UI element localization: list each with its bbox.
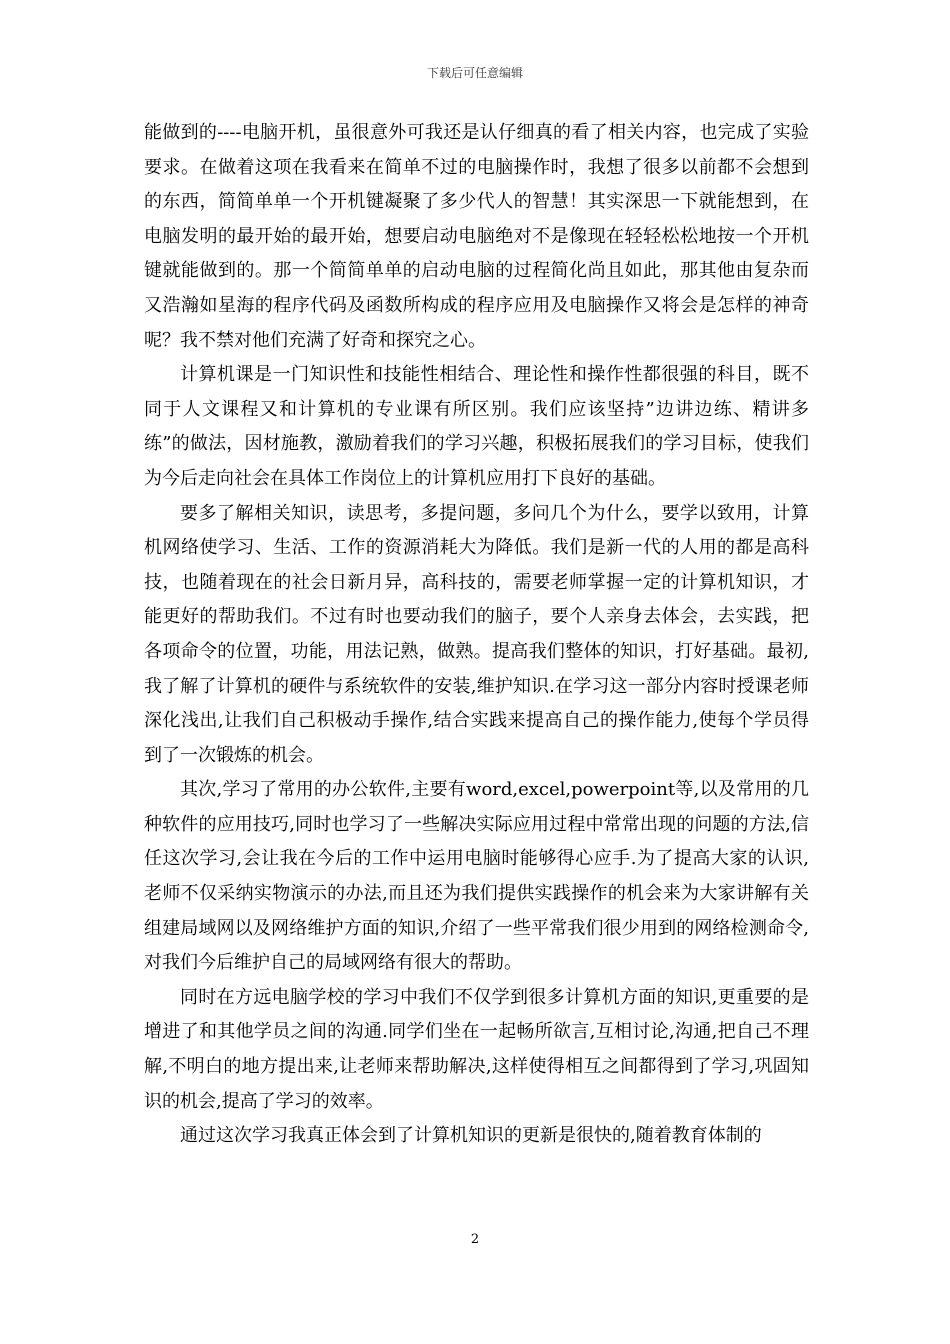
paragraph-3: 要多了解相关知识，读思考，多提问题，多问几个为什么，要学以致用，计算机网络使学习、生活、工作的资源消耗大为降低。我们是新一代的人用的都是高科技，也随着现在的社会日新月异，高科技的，需要老师掌握一定的计算机知识，才能更好的帮助我们。不过有时也要动我们的脑子，要个人亲身去体会，去实践，把各项命令的位置，功能，用法记熟，做熟。提高我们整体的知识，打好基础。最初,我了解了计算机的硬件与系统软件的安装,维护知识.在学习这一部分内容时授课老师深化浅出,让我们自己积极动手操作,结合实践来提高自己的操作能力,使每个学员得到了一次锻炼的机会。	[144, 502, 809, 766]
page-header: 下载后可任意编辑	[426, 66, 523, 80]
paragraph-1: 能做到的----电脑开机，虽很意外可我还是认仔细真的看了相关内容，也完成了实验要求。在做着这项在我看来在简单不过的电脑操作时，我想了很多以前都不会想到的东西，简简单单一个开机键凝聚了多少代人的智慧！其实深思一下就能想到，在电脑发明的最开始的最开始，想要启动电脑绝对不是像现在轻轻松松地按一个开机键就能做到的。那一个简简单单的启动电脑的过程简化尚且如此，那其他由复杂而又浩瀚如星海的程序代码及函数所构成的程序应用及电脑操作又将会是怎样的神奇呢？我不禁对他们充满了好奇和探究之心。	[144, 122, 809, 351]
paragraph-6: 通过这次学习我真正体会到了计算机知识的更新是很快的,随着教育体制的	[180, 1125, 762, 1147]
page-number: 2	[470, 1232, 480, 1247]
document-body	[144, 116, 809, 1154]
paragraph-4: 其次,学习了常用的办公软件,主要有word,excel,powerpoint等,以及常用的几种软件的应用技巧,同时也学习了一些解决实际应用过程中常常出现的问题的方法,信任这次学习,会让我在今后的工作中运用电脑时能够得心应手.为了提高大家的认识,老师不仅采纳实物演示的办法,而且还为我们提供实践操作的机会来为大家讲解有关组建局域网以及网络维护方面的知识,介绍了一些平常我们很少用到的网络检测命令,对我们今后维护自己的局域网络有很大的帮助。	[144, 779, 809, 974]
paragraph-2: 计算机课是一门知识性和技能性相结合、理论性和操作性都很强的科目，既不同于人文课程又和计算机的专业课有所区别。我们应该坚持”边讲边练、精讲多练”的做法，因材施教，激励着我们的学习兴趣，积极拓展我们的学习目标，使我们为今后走向社会在具体工作岗位上的计算机应用打下良好的基础。	[144, 364, 809, 489]
paragraph-5: 同时在方远电脑学校的学习中我们不仅学到很多计算机方面的知识,更重要的是增进了和其他学员之间的沟通.同学们坐在一起畅所欲言,互相讨论,沟通,把自己不理解,不明白的地方提出来,让老师来帮助解决,这样使得相互之间都得到了学习,巩固知识的机会,提高了学习的效率。	[144, 986, 809, 1112]
